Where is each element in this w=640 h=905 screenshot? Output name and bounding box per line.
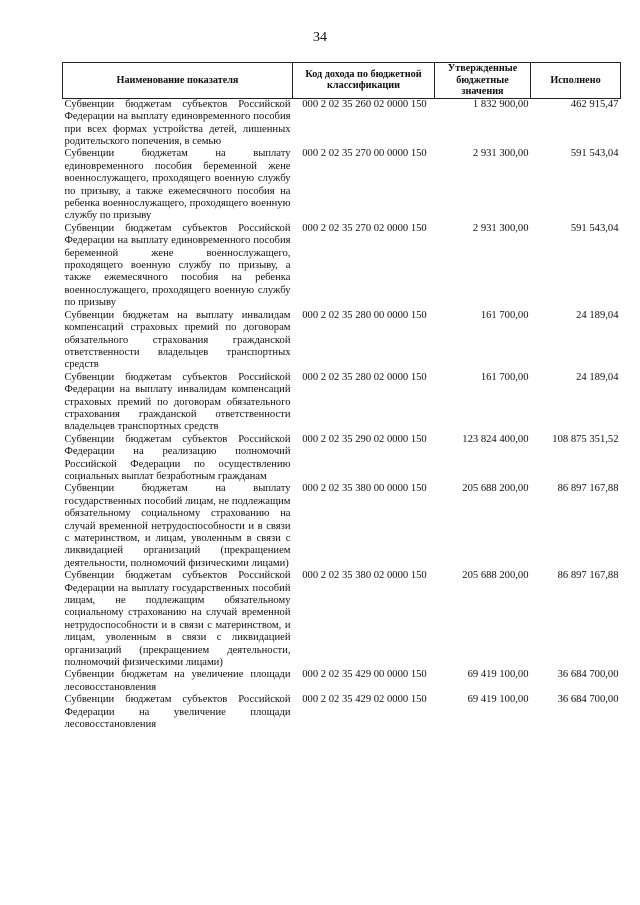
indicator-name: Субвенции бюджетам субъектов Российской Федерации на выплату государственных пособий лицам, не подлежащим обязательному социальному страхованию на случай временной нетрудоспособности и в связи с материнством, и лицам, уволенным в связи с ликвидацией организаций (прекращением деятельности, полномочий физическими лицами) bbox=[64, 570, 291, 669]
approved-value: 205 688 200,00 bbox=[462, 570, 529, 582]
column-header-approved: Утвержденные бюджетные значения bbox=[435, 63, 531, 99]
table-row bbox=[63, 434, 621, 484]
income-code: 000 2 02 35 380 02 0000 150 bbox=[302, 570, 427, 582]
executed-value: 591 543,04 bbox=[570, 222, 619, 234]
income-code: 000 2 02 35 290 02 0000 150 bbox=[302, 433, 427, 445]
executed-value: 36 684 700,00 bbox=[557, 669, 619, 681]
indicator-name: Субвенции бюджетам субъектов Российской Федерации на увеличение площади лесовосстановления bbox=[64, 694, 291, 731]
approved-value: 161 700,00 bbox=[480, 309, 529, 321]
column-header-executed: Исполнено bbox=[531, 63, 621, 99]
approved-value: 205 688 200,00 bbox=[462, 483, 529, 495]
income-code: 000 2 02 35 380 00 0000 150 bbox=[302, 483, 427, 495]
column-header-code: Код дохода по бюджетной классификации bbox=[293, 63, 435, 99]
executed-value: 462 915,47 bbox=[570, 98, 619, 110]
executed-value: 108 875 351,52 bbox=[552, 433, 619, 445]
income-code: 000 2 02 35 270 00 0000 150 bbox=[302, 148, 427, 160]
table-row bbox=[63, 483, 621, 570]
approved-value: 2 931 300,00 bbox=[472, 222, 529, 234]
executed-value: 24 189,04 bbox=[576, 371, 619, 383]
executed-value: 36 684 700,00 bbox=[557, 694, 619, 706]
table-row bbox=[63, 223, 621, 310]
column-header-name: Наименование показателя bbox=[63, 63, 293, 99]
indicator-name: Субвенции бюджетам субъектов Российской Федерации на реализацию полномочий Российской Федерации по осуществлению социальных выплат безработным гражданам bbox=[64, 433, 291, 482]
approved-value: 69 419 100,00 bbox=[467, 694, 529, 706]
indicator-name: Субвенции бюджетам субъектов Российской Федерации на выплату инвалидам компенсаций страховых премий по договорам обязательного страхования гражданской ответственности владельцев транспортных средств bbox=[64, 371, 291, 433]
indicator-name: Субвенции бюджетам субъектов Российской Федерации на выплату единовременного пособия беременной жене военнослужащего, проходящего военную службу по призыву, а также ежемесячного пособия на ребенка военнослужащего, проходящего военную службу по призыву bbox=[64, 222, 291, 309]
executed-value: 24 189,04 bbox=[576, 309, 619, 321]
indicator-name: Субвенции бюджетам на выплату единовременного пособия беременной жене военнослужащего, проходящего военную службу по призыву, а также ежемесячного пособия на ребенка военнослужащего, проходящего военную службу по призыву bbox=[64, 148, 291, 222]
income-code: 000 2 02 35 429 00 0000 150 bbox=[302, 669, 427, 681]
income-code: 000 2 02 35 280 00 0000 150 bbox=[302, 309, 427, 321]
approved-value: 2 931 300,00 bbox=[472, 148, 529, 160]
indicator-name: Субвенции бюджетам на увеличение площади лесовосстановления bbox=[64, 669, 291, 693]
table-body bbox=[63, 98, 621, 731]
executed-value: 86 897 167,88 bbox=[557, 483, 619, 495]
table-row bbox=[63, 694, 621, 731]
income-code: 000 2 02 35 280 02 0000 150 bbox=[302, 371, 427, 383]
income-code: 000 2 02 35 429 02 0000 150 bbox=[302, 694, 427, 706]
table-row bbox=[63, 98, 621, 148]
income-code: 000 2 02 35 270 02 0000 150 bbox=[302, 222, 427, 234]
table-row bbox=[63, 310, 621, 372]
income-code: 000 2 02 35 260 02 0000 150 bbox=[302, 98, 427, 110]
approved-value: 123 824 400,00 bbox=[462, 433, 529, 445]
table-header bbox=[63, 63, 621, 99]
table-row bbox=[63, 148, 621, 222]
approved-value: 69 419 100,00 bbox=[467, 669, 529, 681]
approved-value: 1 832 900,00 bbox=[472, 98, 529, 110]
indicator-name: Субвенции бюджетам на выплату инвалидам компенсаций страховых премий по договорам обязательного страхования гражданской ответственности владельцев транспортных средств bbox=[64, 309, 291, 371]
approved-value: 161 700,00 bbox=[480, 371, 529, 383]
budget-report-table bbox=[62, 62, 621, 732]
executed-value: 591 543,04 bbox=[570, 148, 619, 160]
indicator-name: Субвенции бюджетам субъектов Российской Федерации на выплату единовременного пособия при всех формах устройства детей, лишенных родительского попечения, в семью bbox=[64, 98, 291, 147]
indicator-name: Субвенции бюджетам на выплату государственных пособий лицам, не подлежащим обязательному социальному страхованию на случай временной нетрудоспособности и в связи с материнством, и лицам, уволенным в связи с ликвидацией организаций (прекращением деятельности, полномочий физическими лицами) bbox=[64, 483, 291, 569]
page-number: 34 bbox=[313, 30, 327, 45]
executed-value: 86 897 167,88 bbox=[557, 570, 619, 582]
table-row bbox=[63, 372, 621, 434]
table-row bbox=[63, 669, 621, 694]
table-row bbox=[63, 570, 621, 669]
